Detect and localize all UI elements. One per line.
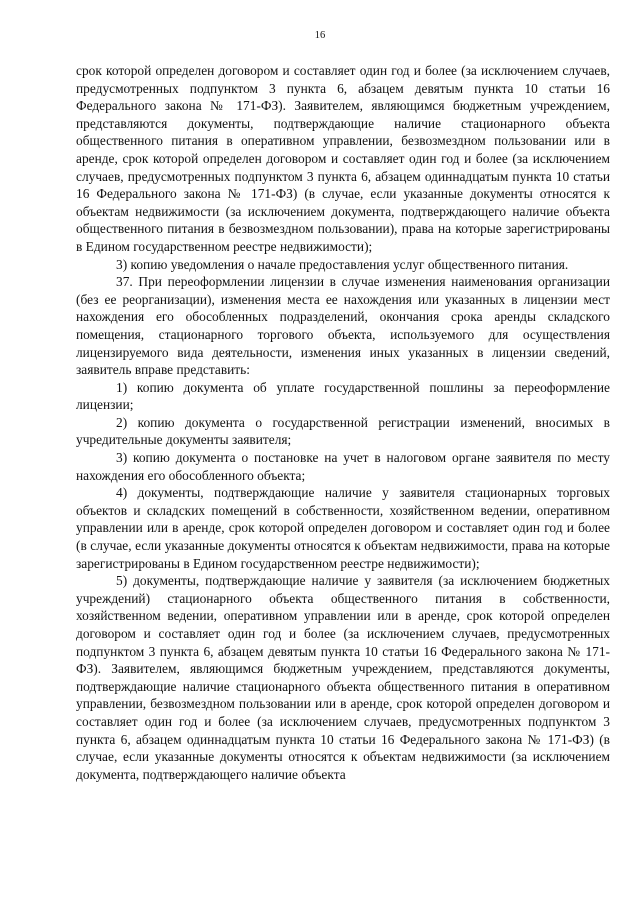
paragraph-continuation: срок которой определен договором и составляет один год и более (за исключением случаев, предусмотренных подпунктом 3 пункта 6, абзацем девятым пункта 10 статьи 16 Федерального закона № 171-ФЗ). Заявителем, являющимся бюджетным учреждением, представляются документы, подтверждающие наличие стационарного объекта общественного питания в оперативном управлении, безвозмездном пользовании или в аренде, срок которой определен договором и составляет один год и более (за исключением случаев, предусмотренных подпунктом 3 пункта 6, абзацем одиннадцатым пункта 10 статьи 16 Федерального закона № 171-ФЗ) (в случае, если указанные документы относятся к объектам недвижимости (за исключением документа, подтверждающего наличие объекта общественного питания в безвозмездном пользовании), права на которые зарегистрированы в Едином государственном реестре недвижимости); <box>76 63 610 254</box>
paragraph-item-3-tax: 3) копию документа о постановке на учет в налоговом органе заявителя по месту нахождения его обособленного объекта; <box>76 450 610 483</box>
paragraph-item-5-catering: 5) документы, подтверждающие наличие у заявителя (за исключением бюджетных учреждений) стационарного объекта общественного питания в собственности, хозяйственном ведении, оперативном управлении или в аренде, срок которой определен договором и составляет один год и более (за исключением случаев, предусмотренных подпунктом 3 пункта 6, абзацем девятым пункта 10 статьи 16 Федерального закона № 171-ФЗ). Заявителем, являющимся бюджетным учреждением, представляются документы, подтверждающие наличие стационарного объекта общественного питания в оперативном управлении, безвозмездном пользовании или в аренде, срок которой определен договором и составляет один год и более (за исключением случаев, предусмотренных подпунктом 3 пункта 6, абзацем одиннадцатым пункта 10 статьи 16 Федерального закона № 171-ФЗ) (в случае, если указанные документы относятся к объектам недвижимости (за исключением документа, подтверждающего наличие объекта <box>76 573 610 782</box>
paragraph-item-3-notification: 3) копию уведомления о начале предоставления услуг общественного питания. <box>116 256 569 272</box>
paragraph-item-2-registration: 2) копию документа о государственной регистрации изменений, вносимых в учредительные документы заявителя; <box>76 414 610 448</box>
page-number: 16 <box>314 30 326 41</box>
paragraph-clause-37: 37. При переоформлении лицензии в случае изменения наименования организации (без ее реорганизации), изменения места ее нахождения или указанных в лицензии мест нахождения его обособленных подразделений, окончания срока аренды складского помещения, стационарного торгового объекта, используемого для осуществления лицензируемого вида деятельности, изменения иных указанных в лицензии сведений, заявитель вправе представить: <box>76 274 610 378</box>
paragraph-item-4-premises: 4) документы, подтверждающие наличие у заявителя стационарных торговых объектов и складских помещений в собственности, хозяйственном ведении, оперативном управлении или в аренде, срок которой определен договором и составляет один год и более (в случае, если указанные документы относятся к объектам недвижимости, права на которые зарегистрированы в Едином государственном реестре недвижимости); <box>76 485 610 571</box>
document-body <box>76 62 610 783</box>
paragraph-item-1-fee: 1) копию документа об уплате государственной пошлины за переоформление лицензии; <box>76 379 610 413</box>
